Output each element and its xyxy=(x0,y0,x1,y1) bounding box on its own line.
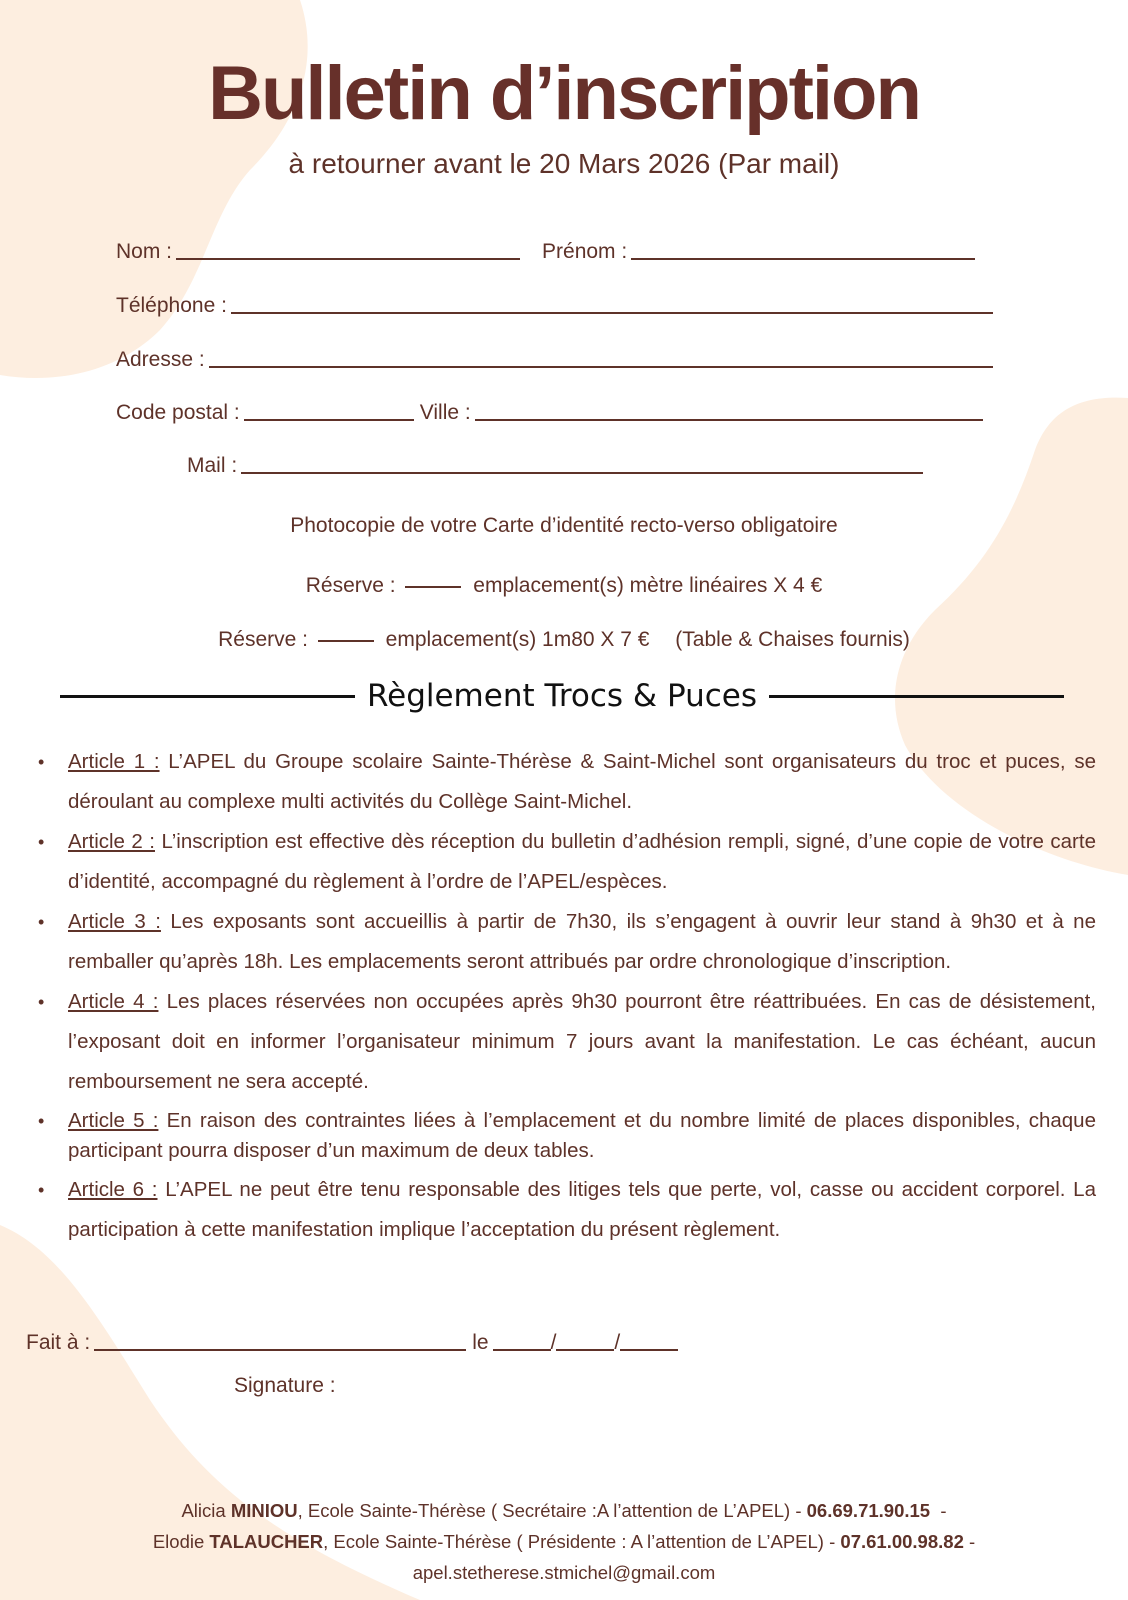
article-text: Les exposants sont accueillis à partir de 7h30, ils s’engagent à ouvrir leur stand à 9h30 et à ne remballer qu’après 18h. Les emplacements seront attribués par ordre chronologique d’inscription. xyxy=(68,910,1096,973)
article-text: L’inscription est effective dès réception du bulletin d’adhésion rempli, signé, d’une copie de votre carte d’identité, accompagné du règlement à l’ordre de l’APEL/espèces. xyxy=(68,830,1096,893)
name-row xyxy=(116,240,979,264)
date-year-field[interactable] xyxy=(620,1331,678,1351)
contact-phone: 07.61.00.98.82 xyxy=(840,1531,964,1552)
contact-line-president xyxy=(0,1526,1128,1557)
contact-trail: - xyxy=(963,1531,976,1552)
article-text: En raison des contraintes liées à l’emplacement et du nombre limité de places disponibles, chaque participant pourra disposer d’un maximum de deux tables. xyxy=(68,1109,1096,1162)
article-label: Article 1 : xyxy=(68,750,160,773)
article-text: L’APEL ne peut être tenu responsable des litiges tels que perte, vol, casse ou accident corporel. La participation à cette manifestation implique l’acceptation du présent règlement. xyxy=(68,1178,1096,1241)
reserve-table-text: emplacement(s) 1m80 X 7 € xyxy=(385,628,650,651)
heading-rule-left xyxy=(60,695,355,698)
heading-rule-right xyxy=(769,695,1064,698)
nom-label: Nom : xyxy=(116,240,173,263)
fait-a-label: Fait à : xyxy=(26,1331,91,1354)
bullet-icon: • xyxy=(38,1180,45,1200)
article-item xyxy=(36,982,1096,1102)
mail-field[interactable] xyxy=(241,454,923,474)
date-month-field[interactable] xyxy=(556,1331,614,1351)
reserve-linear-label: Réserve : xyxy=(305,574,396,597)
article-label: Article 3 : xyxy=(68,910,161,933)
contact-phone: 06.69.71.90.15 xyxy=(806,1500,931,1521)
reserve-linear-quantity-field[interactable] xyxy=(405,568,461,588)
article-text: Les places réservées non occupées après 9h30 pourront être réattribuées. En cas de désistement, l’exposant doit en informer l’organisateur minimum 7 jours avant la manifestation. Le cas échéant, aucun remboursement ne sera accepté. xyxy=(68,990,1096,1093)
contact-email[interactable]: apel.stetherese.stmichel@gmail.com xyxy=(412,1562,716,1583)
telephone-field[interactable] xyxy=(231,294,993,314)
mail-label: Mail : xyxy=(187,454,238,477)
prenom-field[interactable] xyxy=(631,240,975,260)
article-item xyxy=(36,742,1096,822)
adresse-label: Adresse : xyxy=(116,348,205,371)
page-subtitle: à retourner avant le 20 Mars 2026 (Par mail) xyxy=(288,148,840,179)
article-item xyxy=(36,1170,1096,1250)
ville-field[interactable] xyxy=(475,401,983,421)
article-label: Article 4 : xyxy=(68,990,159,1013)
contact-detail: , Ecole Sainte-Thérèse ( Secrétaire :A l’attention de L’APEL) - xyxy=(297,1500,807,1521)
article-item xyxy=(36,902,1096,982)
telephone-label: Téléphone : xyxy=(116,294,227,317)
date-day-field[interactable] xyxy=(493,1331,551,1351)
code-postal-field[interactable] xyxy=(244,401,414,421)
bullet-icon: • xyxy=(38,912,45,932)
code-postal-label: Code postal : xyxy=(116,401,240,424)
adresse-row xyxy=(116,348,997,372)
adresse-field[interactable] xyxy=(209,348,993,368)
page-title: Bulletin d’inscription xyxy=(208,51,920,136)
bullet-icon: • xyxy=(38,832,45,852)
mail-row xyxy=(187,454,927,478)
reserve-linear-row xyxy=(0,568,1128,598)
contact-last-name: MINIOU xyxy=(230,1500,298,1521)
date-label: le xyxy=(472,1331,489,1354)
contact-line-secretary xyxy=(0,1495,1128,1526)
reserve-table-row xyxy=(0,622,1128,652)
fait-a-field[interactable] xyxy=(94,1331,466,1351)
place-date-row xyxy=(26,1331,678,1355)
article-label: Article 6 : xyxy=(68,1178,158,1201)
bullet-icon: • xyxy=(38,1111,45,1131)
reserve-table-label: Réserve : xyxy=(218,628,308,651)
contact-detail: , Ecole Sainte-Thérèse ( Présidente : A l’attention de L’APEL) - xyxy=(323,1531,841,1552)
bullet-icon: • xyxy=(38,992,45,1012)
contact-first-name: Elodie xyxy=(152,1531,205,1552)
reserve-table-quantity-field[interactable] xyxy=(318,622,374,642)
bullet-icon: • xyxy=(38,752,45,772)
nom-field[interactable] xyxy=(176,240,520,260)
article-label: Article 2 : xyxy=(68,830,155,853)
date-separator: / xyxy=(614,1331,621,1354)
article-item xyxy=(36,1106,1096,1166)
prenom-label: Prénom : xyxy=(542,240,628,263)
article-item xyxy=(36,822,1096,902)
signature-label: Signature : xyxy=(234,1374,336,1397)
footer-contacts xyxy=(0,1495,1128,1588)
reserve-table-note: (Table & Chaises fournis) xyxy=(675,628,910,651)
ville-label: Ville : xyxy=(419,401,471,424)
contact-trail: - xyxy=(930,1500,947,1521)
code-postal-ville-row xyxy=(116,401,987,425)
article-text: L’APEL du Groupe scolaire Sainte-Thérèse & Saint-Michel sont organisateurs du troc et puces, se déroulant au complexe multi activités du Collège Saint-Michel. xyxy=(68,750,1096,813)
article-label: Article 5 : xyxy=(68,1109,159,1132)
id-copy-note: Photocopie de votre Carte d’identité recto-verso obligatoire xyxy=(290,514,838,537)
rules-heading-label: Règlement Trocs & Puces xyxy=(366,678,758,714)
contact-last-name: TALAUCHER xyxy=(209,1531,324,1552)
date-separator: / xyxy=(550,1331,557,1354)
telephone-row xyxy=(116,294,997,318)
rules-list xyxy=(36,742,1096,1250)
reserve-linear-text: emplacement(s) mètre linéaires X 4 € xyxy=(473,574,823,597)
rules-heading xyxy=(60,678,1064,714)
contact-first-name: Alicia xyxy=(181,1500,226,1521)
